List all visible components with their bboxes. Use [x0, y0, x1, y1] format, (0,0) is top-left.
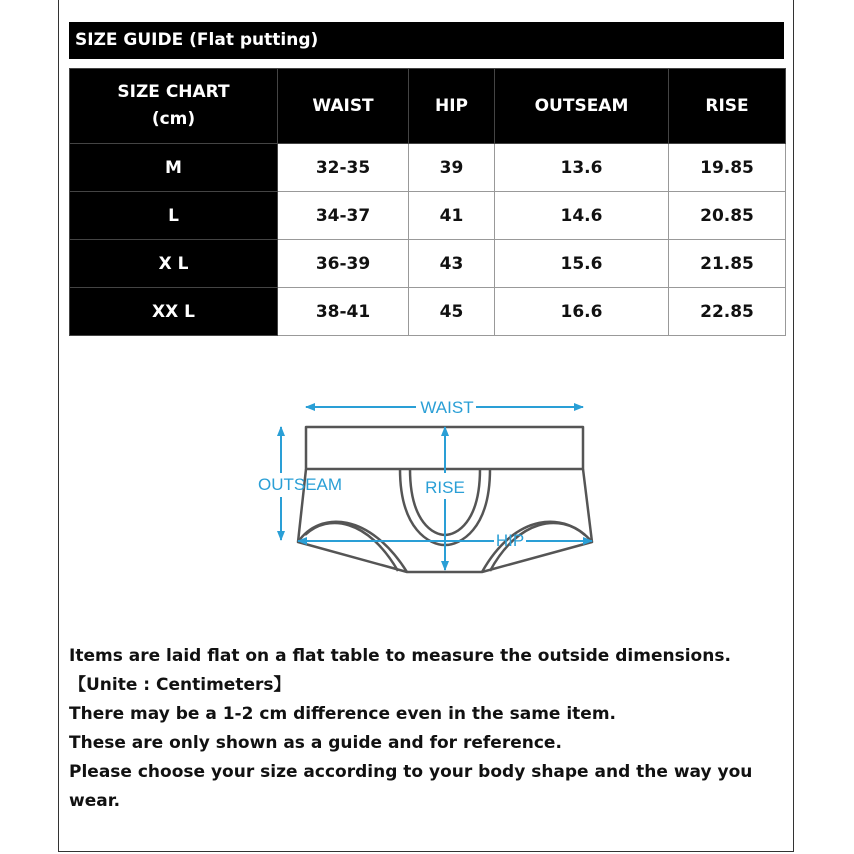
note-line: 【Unite : Centimeters】	[69, 675, 291, 695]
measurement-notes	[69, 642, 789, 816]
size-cell: M	[70, 144, 278, 192]
note-line: Please choose your size according to your body shape and the way you wear.	[69, 762, 753, 811]
hip-cell: 41	[409, 192, 495, 240]
header-outseam: OUTSEAM	[495, 69, 669, 144]
table-row	[70, 144, 786, 192]
note-line: Items are laid flat on a flat table to measure the outside dimensions.	[69, 646, 731, 666]
note-line: These are only shown as a guide and for reference.	[69, 733, 562, 753]
page-title: SIZE GUIDE (Flat putting)	[69, 22, 784, 59]
header-rise: RISE	[669, 69, 786, 144]
waist-cell: 32-35	[278, 144, 409, 192]
hip-cell: 43	[409, 240, 495, 288]
size-cell: X L	[70, 240, 278, 288]
rise-cell: 20.85	[669, 192, 786, 240]
hip-cell: 45	[409, 288, 495, 336]
rise-cell: 22.85	[669, 288, 786, 336]
measurement-diagram	[250, 385, 610, 585]
header-size-chart-unit: (cm)	[151, 109, 196, 129]
size-cell: XX L	[70, 288, 278, 336]
rise-label: RISE	[425, 478, 465, 497]
outseam-cell: 14.6	[495, 192, 669, 240]
note-line: There may be a 1-2 cm difference even in the same item.	[69, 704, 617, 724]
table-row	[70, 240, 786, 288]
waist-cell: 36-39	[278, 240, 409, 288]
rise-cell: 19.85	[669, 144, 786, 192]
hip-cell: 39	[409, 144, 495, 192]
outseam-cell: 13.6	[495, 144, 669, 192]
table-row	[70, 192, 786, 240]
table-header-row	[70, 69, 786, 144]
header-size-chart	[70, 69, 278, 144]
header-waist: WAIST	[278, 69, 409, 144]
outseam-cell: 15.6	[495, 240, 669, 288]
header-hip: HIP	[409, 69, 495, 144]
waist-cell: 34-37	[278, 192, 409, 240]
waist-cell: 38-41	[278, 288, 409, 336]
outseam-label: OUTSEAM	[257, 475, 343, 494]
rise-cell: 21.85	[669, 240, 786, 288]
size-chart-table	[69, 68, 786, 336]
size-cell: L	[70, 192, 278, 240]
waist-label: WAIST	[420, 398, 474, 417]
table-row	[70, 288, 786, 336]
hip-label: HIP	[495, 531, 525, 550]
header-size-chart-label: SIZE CHART	[117, 82, 230, 102]
outseam-cell: 16.6	[495, 288, 669, 336]
